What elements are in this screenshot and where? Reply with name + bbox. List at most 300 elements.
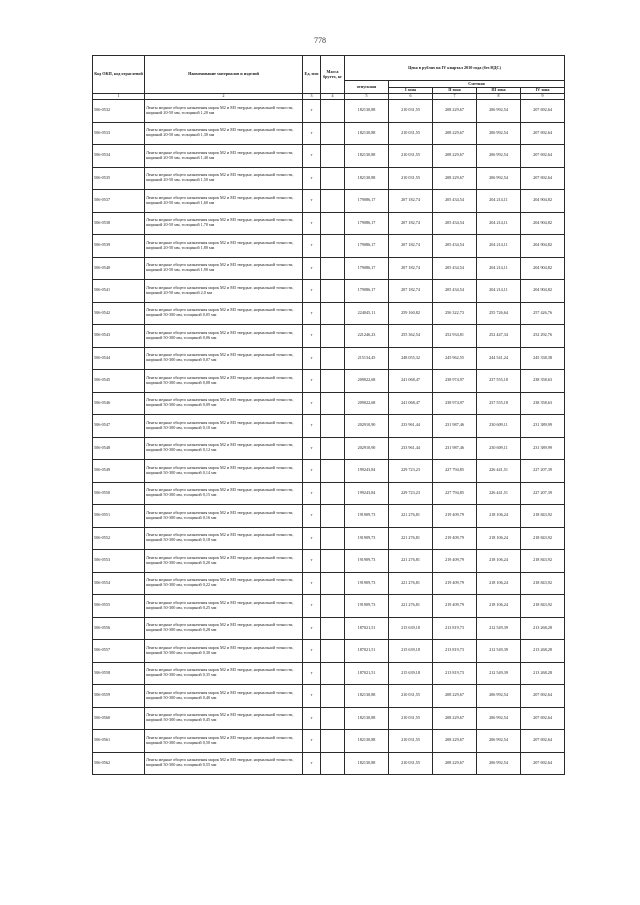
- cell-code: 506-0543: [93, 325, 145, 348]
- cell-base-price: 215134,45: [345, 347, 389, 370]
- cell-zone-4-price: 227 207,39: [521, 460, 565, 483]
- table-row: [93, 167, 565, 190]
- cell-weight: [321, 527, 345, 550]
- cell-code: 506-0545: [93, 370, 145, 393]
- cell-name: Ленты медные общего назначения марок М2 и М3 твердые, нормальной точности, шириной 20-50 мм, толщиной 2,0 мм: [145, 280, 303, 303]
- cell-zone-4-price: 231 389,99: [521, 437, 565, 460]
- cell-zone-2-price: 208 229,67: [433, 145, 477, 168]
- cell-zone-1-price: 221 276,81: [389, 595, 433, 618]
- table-row: [93, 437, 565, 460]
- cell-zone-2-price: 208 229,67: [433, 685, 477, 708]
- cell-zone-1-price: 259 160,82: [389, 302, 433, 325]
- cell-base-price: 182130,88: [345, 100, 389, 123]
- cell-unit: т: [303, 752, 321, 775]
- cell-zone-2-price: 213 819,73: [433, 617, 477, 640]
- cell-code: 506-0532: [93, 100, 145, 123]
- cell-zone-4-price: 207 692,64: [521, 730, 565, 753]
- header-weight: Масса брутто, кг: [321, 56, 345, 94]
- cell-weight: [321, 730, 345, 753]
- table-row: [93, 550, 565, 573]
- cell-base-price: 179086,17: [345, 257, 389, 280]
- cell-zone-3-price: 218 106,24: [477, 527, 521, 550]
- table-row: [93, 505, 565, 528]
- cell-zone-1-price: 229 723,23: [389, 460, 433, 483]
- cell-zone-3-price: 206 992,54: [477, 145, 521, 168]
- cell-name: Ленты медные общего назначения марок М2 и М3 твердые, нормальной точности, шириной 50-300 мм, толщиной 0,05 мм: [145, 302, 303, 325]
- cell-base-price: 209022,68: [345, 370, 389, 393]
- cell-code: 506-0533: [93, 122, 145, 145]
- header-code: Код ОКП, код отраслевой: [93, 56, 145, 94]
- cell-zone-4-price: 204 904,82: [521, 280, 565, 303]
- table-row: [93, 482, 565, 505]
- header-zone-3: III зона: [477, 88, 521, 94]
- cell-unit: т: [303, 347, 321, 370]
- cell-zone-3-price: 230 609,11: [477, 415, 521, 438]
- header-zone-4: IV зона: [521, 88, 565, 94]
- table-row: [93, 257, 565, 280]
- cell-name: Ленты медные общего назначения марок М2 и М3 твердые, нормальной точности, шириной 50-300 мм, толщиной 0,09 мм: [145, 392, 303, 415]
- cell-name: Ленты медные общего назначения марок М2 и М3 твердые, нормальной точности, шириной 50-300 мм, толщиной 0,12 мм: [145, 437, 303, 460]
- cell-zone-2-price: 208 229,67: [433, 730, 477, 753]
- cell-zone-3-price: 244 541,24: [477, 347, 521, 370]
- cell-unit: т: [303, 122, 321, 145]
- cell-zone-4-price: 207 692,64: [521, 752, 565, 775]
- cell-weight: [321, 325, 345, 348]
- price-table: [92, 55, 565, 775]
- cell-zone-4-price: 238 358,63: [521, 370, 565, 393]
- cell-weight: [321, 617, 345, 640]
- cell-unit: т: [303, 370, 321, 393]
- table-row: [93, 302, 565, 325]
- cell-unit: т: [303, 325, 321, 348]
- cell-code: 506-0537: [93, 190, 145, 213]
- cell-code: 506-0561: [93, 730, 145, 753]
- cell-weight: [321, 752, 345, 775]
- cell-zone-2-price: 208 229,67: [433, 100, 477, 123]
- cell-base-price: 224045,11: [345, 302, 389, 325]
- cell-name: Ленты медные общего назначения марок М2 и М3 твердые, нормальной точности, шириной 50-300 мм, толщиной 0,15 мм: [145, 482, 303, 505]
- cell-zone-1-price: 210 031,55: [389, 685, 433, 708]
- header-unit: Ед. изм: [303, 56, 321, 94]
- table-body: [93, 100, 565, 775]
- cell-base-price: 187021,51: [345, 640, 389, 663]
- cell-zone-1-price: 210 031,55: [389, 730, 433, 753]
- header-name: Наименование материалов и изделий: [145, 56, 303, 94]
- cell-name: Ленты медные общего назначения марок М2 и М3 твердые, нормальной точности, шириной 50-300 мм, толщиной 0,18 мм: [145, 527, 303, 550]
- cell-zone-3-price: 206 992,54: [477, 685, 521, 708]
- cell-base-price: 199243,84: [345, 460, 389, 483]
- cell-zone-1-price: 210 031,55: [389, 752, 433, 775]
- cell-zone-1-price: 221 276,81: [389, 527, 433, 550]
- cell-code: 506-0539: [93, 235, 145, 258]
- cell-code: 506-0535: [93, 167, 145, 190]
- cell-weight: [321, 145, 345, 168]
- cell-code: 506-0549: [93, 460, 145, 483]
- column-number: 1: [93, 94, 145, 100]
- column-number: 4: [321, 94, 345, 100]
- column-number: 6: [389, 94, 433, 100]
- cell-unit: т: [303, 685, 321, 708]
- cell-zone-3-price: 218 106,24: [477, 572, 521, 595]
- cell-zone-1-price: 215 639,18: [389, 662, 433, 685]
- cell-weight: [321, 257, 345, 280]
- cell-zone-3-price: 204 214,11: [477, 235, 521, 258]
- cell-unit: т: [303, 595, 321, 618]
- cell-name: Ленты медные общего назначения марок М2 и М3 твердые, нормальной точности, шириной 50-300 мм, толщиной 0,25 мм: [145, 595, 303, 618]
- cell-zone-4-price: 257 426,76: [521, 302, 565, 325]
- cell-zone-4-price: 207 692,64: [521, 685, 565, 708]
- cell-zone-4-price: 207 692,64: [521, 167, 565, 190]
- cell-zone-3-price: 206 992,54: [477, 752, 521, 775]
- table-row: [93, 595, 565, 618]
- cell-zone-2-price: 208 229,67: [433, 707, 477, 730]
- cell-unit: т: [303, 100, 321, 123]
- cell-name: Ленты медные общего назначения марок М2 и М3 твердые, нормальной точности, шириной 50-300 мм, толщиной 0,10 мм: [145, 415, 303, 438]
- cell-code: 506-0547: [93, 415, 145, 438]
- cell-base-price: 191909,73: [345, 505, 389, 528]
- cell-name: Ленты медные общего назначения марок М2 и М3 твердые, нормальной точности, шириной 20-50 мм, толщиной 1,50 мм: [145, 167, 303, 190]
- cell-weight: [321, 347, 345, 370]
- cell-zone-4-price: 218 843,92: [521, 595, 565, 618]
- cell-zone-3-price: 218 106,24: [477, 595, 521, 618]
- cell-unit: т: [303, 190, 321, 213]
- cell-weight: [321, 167, 345, 190]
- cell-zone-1-price: 241 068,47: [389, 370, 433, 393]
- cell-zone-1-price: 210 031,55: [389, 122, 433, 145]
- cell-zone-4-price: 245 338,38: [521, 347, 565, 370]
- cell-code: 506-0550: [93, 482, 145, 505]
- cell-unit: т: [303, 730, 321, 753]
- cell-weight: [321, 392, 345, 415]
- cell-name: Ленты медные общего назначения марок М2 и М3 твердые, нормальной точности, шириной 50-300 мм, толщиной 0,40 мм: [145, 685, 303, 708]
- cell-code: 506-0541: [93, 280, 145, 303]
- column-number: 5: [345, 94, 389, 100]
- cell-code: 506-0555: [93, 595, 145, 618]
- cell-zone-2-price: 205 434,54: [433, 190, 477, 213]
- cell-name: Ленты медные общего назначения марок М2 и М3 твердые, нормальной точности, шириной 50-300 мм, толщиной 0,08 мм: [145, 370, 303, 393]
- cell-name: Ленты медные общего назначения марок М2 и М3 твердые, нормальной точности, шириной 20-50 мм, толщиной 1,30 мм: [145, 122, 303, 145]
- cell-zone-4-price: 207 692,64: [521, 707, 565, 730]
- cell-zone-3-price: 206 992,54: [477, 100, 521, 123]
- cell-zone-2-price: 227 794,85: [433, 482, 477, 505]
- cell-zone-4-price: 204 904,82: [521, 235, 565, 258]
- cell-zone-4-price: 204 904,82: [521, 212, 565, 235]
- cell-unit: т: [303, 550, 321, 573]
- cell-zone-3-price: 226 441,51: [477, 482, 521, 505]
- cell-zone-2-price: 208 229,67: [433, 167, 477, 190]
- cell-base-price: 202910,90: [345, 415, 389, 438]
- cell-base-price: 187021,51: [345, 617, 389, 640]
- cell-zone-3-price: 206 992,54: [477, 167, 521, 190]
- cell-zone-3-price: 206 992,54: [477, 707, 521, 730]
- cell-zone-2-price: 208 229,67: [433, 752, 477, 775]
- column-number: 3: [303, 94, 321, 100]
- table-row: [93, 572, 565, 595]
- cell-weight: [321, 415, 345, 438]
- cell-unit: т: [303, 505, 321, 528]
- table-row: [93, 752, 565, 775]
- cell-zone-1-price: 221 276,81: [389, 550, 433, 573]
- cell-zone-2-price: 252 934,81: [433, 325, 477, 348]
- cell-unit: т: [303, 212, 321, 235]
- column-number: 8: [477, 94, 521, 100]
- table-row: [93, 347, 565, 370]
- cell-base-price: 202910,90: [345, 437, 389, 460]
- cell-zone-2-price: 205 434,54: [433, 280, 477, 303]
- cell-unit: т: [303, 235, 321, 258]
- cell-base-price: 191909,73: [345, 527, 389, 550]
- cell-base-price: 221246,23: [345, 325, 389, 348]
- table-row: [93, 212, 565, 235]
- cell-code: 506-0548: [93, 437, 145, 460]
- cell-zone-2-price: 205 434,54: [433, 257, 477, 280]
- cell-weight: [321, 550, 345, 573]
- cell-zone-3-price: 237 555,18: [477, 392, 521, 415]
- cell-zone-1-price: 233 961,44: [389, 437, 433, 460]
- cell-zone-3-price: 204 214,11: [477, 280, 521, 303]
- cell-unit: т: [303, 482, 321, 505]
- cell-zone-1-price: 207 182,74: [389, 280, 433, 303]
- cell-weight: [321, 212, 345, 235]
- cell-unit: т: [303, 527, 321, 550]
- cell-zone-1-price: 215 639,18: [389, 640, 433, 663]
- cell-weight: [321, 100, 345, 123]
- cell-name: Ленты медные общего назначения марок М2 и М3 твердые, нормальной точности, шириной 20-50 мм, толщиной 1,60 мм: [145, 190, 303, 213]
- cell-zone-2-price: 227 794,85: [433, 460, 477, 483]
- cell-name: Ленты медные общего назначения марок М2 и М3 твердые, нормальной точности, шириной 20-50 мм, толщиной 1,70 мм: [145, 212, 303, 235]
- cell-zone-2-price: 238 974,97: [433, 370, 477, 393]
- cell-unit: т: [303, 640, 321, 663]
- cell-zone-2-price: 219 409,79: [433, 527, 477, 550]
- cell-zone-1-price: 221 276,81: [389, 572, 433, 595]
- cell-weight: [321, 370, 345, 393]
- column-number: 7: [433, 94, 477, 100]
- cell-zone-3-price: 226 441,51: [477, 460, 521, 483]
- cell-name: Ленты медные общего назначения марок М2 и М3 твердые, нормальной точности, шириной 20-50 мм, толщиной 1,40 мм: [145, 145, 303, 168]
- cell-zone-4-price: 227 207,39: [521, 482, 565, 505]
- cell-name: Ленты медные общего назначения марок М2 и М3 твердые, нормальной точности, шириной 50-300 мм, толщиной 0,55 мм: [145, 752, 303, 775]
- cell-unit: т: [303, 392, 321, 415]
- cell-zone-4-price: 218 843,92: [521, 527, 565, 550]
- cell-weight: [321, 505, 345, 528]
- cell-weight: [321, 235, 345, 258]
- cell-unit: т: [303, 707, 321, 730]
- table-row: [93, 685, 565, 708]
- cell-weight: [321, 280, 345, 303]
- cell-base-price: 182130,88: [345, 707, 389, 730]
- cell-zone-3-price: 212 549,39: [477, 640, 521, 663]
- cell-zone-1-price: 215 639,18: [389, 617, 433, 640]
- cell-zone-2-price: 245 962,55: [433, 347, 477, 370]
- cell-zone-2-price: 238 974,97: [433, 392, 477, 415]
- cell-zone-1-price: 210 031,55: [389, 145, 433, 168]
- table-row: [93, 707, 565, 730]
- cell-zone-4-price: 231 389,99: [521, 415, 565, 438]
- cell-code: 506-0538: [93, 212, 145, 235]
- table-row: [93, 415, 565, 438]
- cell-zone-1-price: 207 182,74: [389, 190, 433, 213]
- cell-code: 506-0544: [93, 347, 145, 370]
- cell-zone-2-price: 219 409,79: [433, 505, 477, 528]
- cell-weight: [321, 662, 345, 685]
- cell-zone-4-price: 213 268,28: [521, 617, 565, 640]
- cell-zone-1-price: 229 723,23: [389, 482, 433, 505]
- cell-code: 506-0558: [93, 662, 145, 685]
- cell-zone-3-price: 218 106,24: [477, 505, 521, 528]
- cell-base-price: 179086,17: [345, 235, 389, 258]
- cell-weight: [321, 572, 345, 595]
- cell-base-price: 187021,51: [345, 662, 389, 685]
- cell-unit: т: [303, 257, 321, 280]
- cell-weight: [321, 482, 345, 505]
- cell-zone-3-price: 206 992,54: [477, 122, 521, 145]
- cell-code: 506-0534: [93, 145, 145, 168]
- cell-zone-4-price: 207 692,64: [521, 100, 565, 123]
- cell-zone-3-price: 255 726,64: [477, 302, 521, 325]
- cell-zone-1-price: 207 182,74: [389, 235, 433, 258]
- cell-zone-3-price: 237 555,18: [477, 370, 521, 393]
- cell-weight: [321, 190, 345, 213]
- cell-code: 506-0551: [93, 505, 145, 528]
- cell-base-price: 191909,73: [345, 550, 389, 573]
- cell-base-price: 182130,88: [345, 145, 389, 168]
- cell-base-price: 182130,88: [345, 167, 389, 190]
- cell-zone-2-price: 213 819,73: [433, 640, 477, 663]
- cell-name: Ленты медные общего назначения марок М2 и М3 твердые, нормальной точности, шириной 50-300 мм, толщиной 0,14 мм: [145, 460, 303, 483]
- cell-zone-3-price: 206 992,54: [477, 730, 521, 753]
- cell-weight: [321, 460, 345, 483]
- cell-zone-2-price: 231 987,46: [433, 437, 477, 460]
- cell-base-price: 209022,68: [345, 392, 389, 415]
- table-row: [93, 527, 565, 550]
- cell-unit: т: [303, 415, 321, 438]
- table-row: [93, 280, 565, 303]
- table-row: [93, 100, 565, 123]
- cell-zone-4-price: 213 268,28: [521, 640, 565, 663]
- table-row: [93, 145, 565, 168]
- cell-zone-1-price: 207 182,74: [389, 257, 433, 280]
- column-number: 9: [521, 94, 565, 100]
- cell-zone-4-price: 252 292,76: [521, 325, 565, 348]
- cell-name: Ленты медные общего назначения марок М2 и М3 твердые, нормальной точности, шириной 50-300 мм, толщиной 0,35 мм: [145, 662, 303, 685]
- cell-zone-3-price: 218 106,24: [477, 550, 521, 573]
- table-row: [93, 640, 565, 663]
- cell-base-price: 179086,17: [345, 190, 389, 213]
- cell-zone-4-price: 207 692,64: [521, 145, 565, 168]
- cell-zone-2-price: 219 409,79: [433, 572, 477, 595]
- header-zone-1: I зона: [389, 88, 433, 94]
- cell-zone-3-price: 230 609,11: [477, 437, 521, 460]
- cell-unit: т: [303, 280, 321, 303]
- cell-name: Ленты медные общего назначения марок М2 и М3 твердые, нормальной точности, шириной 50-300 мм, толщиной 0,16 мм: [145, 505, 303, 528]
- cell-zone-4-price: 204 904,82: [521, 257, 565, 280]
- cell-zone-2-price: 256 322,73: [433, 302, 477, 325]
- cell-zone-3-price: 204 214,11: [477, 257, 521, 280]
- cell-zone-2-price: 205 434,54: [433, 235, 477, 258]
- cell-zone-1-price: 210 031,55: [389, 100, 433, 123]
- cell-base-price: 191909,73: [345, 595, 389, 618]
- cell-code: 506-0554: [93, 572, 145, 595]
- cell-code: 506-0553: [93, 550, 145, 573]
- cell-unit: т: [303, 572, 321, 595]
- cell-base-price: 199243,84: [345, 482, 389, 505]
- cell-weight: [321, 122, 345, 145]
- cell-unit: т: [303, 460, 321, 483]
- cell-weight: [321, 302, 345, 325]
- cell-zone-4-price: 238 358,63: [521, 392, 565, 415]
- table-row: [93, 235, 565, 258]
- cell-unit: т: [303, 145, 321, 168]
- cell-weight: [321, 640, 345, 663]
- cell-name: Ленты медные общего назначения марок М2 и М3 твердые, нормальной точности, шириной 50-300 мм, толщиной 0,22 мм: [145, 572, 303, 595]
- table-row: [93, 662, 565, 685]
- cell-zone-3-price: 212 549,39: [477, 617, 521, 640]
- table-row: [93, 190, 565, 213]
- cell-zone-1-price: 255 362,54: [389, 325, 433, 348]
- table-row: [93, 460, 565, 483]
- cell-name: Ленты медные общего назначения марок М2 и М3 твердые, нормальной точности, шириной 50-300 мм, толщиной 0,50 мм: [145, 730, 303, 753]
- cell-base-price: 179086,17: [345, 280, 389, 303]
- cell-code: 506-0562: [93, 752, 145, 775]
- cell-base-price: 191909,73: [345, 572, 389, 595]
- table-row: [93, 370, 565, 393]
- cell-code: 506-0552: [93, 527, 145, 550]
- cell-zone-4-price: 218 843,92: [521, 505, 565, 528]
- cell-zone-1-price: 233 961,44: [389, 415, 433, 438]
- cell-code: 506-0559: [93, 685, 145, 708]
- cell-name: Ленты медные общего назначения марок М2 и М3 твердые, нормальной точности, шириной 20-50 мм, толщиной 1,80 мм: [145, 235, 303, 258]
- header-smeta: Сметная: [389, 81, 565, 88]
- column-number: 2: [145, 94, 303, 100]
- cell-zone-2-price: 231 987,46: [433, 415, 477, 438]
- cell-weight: [321, 437, 345, 460]
- cell-zone-3-price: 212 549,39: [477, 662, 521, 685]
- cell-zone-1-price: 210 031,55: [389, 167, 433, 190]
- cell-name: Ленты медные общего назначения марок М2 и М3 твердые, нормальной точности, шириной 50-300 мм, толщиной 0,07 мм: [145, 347, 303, 370]
- cell-base-price: 179086,17: [345, 212, 389, 235]
- cell-name: Ленты медные общего назначения марок М2 и М3 твердые, нормальной точности, шириной 20-50 мм, толщиной 1,20 мм: [145, 100, 303, 123]
- cell-zone-2-price: 205 434,54: [433, 212, 477, 235]
- cell-zone-2-price: 219 409,79: [433, 550, 477, 573]
- header-base: отпускная: [345, 81, 389, 94]
- cell-zone-1-price: 248 055,32: [389, 347, 433, 370]
- cell-name: Ленты медные общего назначения марок М2 и М3 твердые, нормальной точности, шириной 50-300 мм, толщиной 0,30 мм: [145, 640, 303, 663]
- cell-weight: [321, 707, 345, 730]
- page-number: 778: [314, 36, 326, 45]
- cell-zone-1-price: 241 068,47: [389, 392, 433, 415]
- cell-zone-4-price: 204 904,82: [521, 190, 565, 213]
- cell-name: Ленты медные общего назначения марок М2 и М3 твердые, нормальной точности, шириной 50-300 мм, толщиной 0,06 мм: [145, 325, 303, 348]
- cell-zone-4-price: 218 843,92: [521, 572, 565, 595]
- cell-weight: [321, 685, 345, 708]
- header-prices: Цена в рублях на IV квартал 2010 года (без НДС): [345, 56, 565, 81]
- header-zone-2: II зона: [433, 88, 477, 94]
- cell-zone-4-price: 218 843,92: [521, 550, 565, 573]
- cell-unit: т: [303, 662, 321, 685]
- cell-code: 506-0540: [93, 257, 145, 280]
- table-row: [93, 617, 565, 640]
- cell-unit: т: [303, 167, 321, 190]
- cell-code: 506-0560: [93, 707, 145, 730]
- cell-zone-1-price: 210 031,55: [389, 707, 433, 730]
- cell-unit: т: [303, 437, 321, 460]
- table-header: [93, 56, 565, 100]
- table-row: [93, 730, 565, 753]
- cell-weight: [321, 595, 345, 618]
- cell-code: 506-0557: [93, 640, 145, 663]
- table-row: [93, 325, 565, 348]
- cell-zone-4-price: 213 268,28: [521, 662, 565, 685]
